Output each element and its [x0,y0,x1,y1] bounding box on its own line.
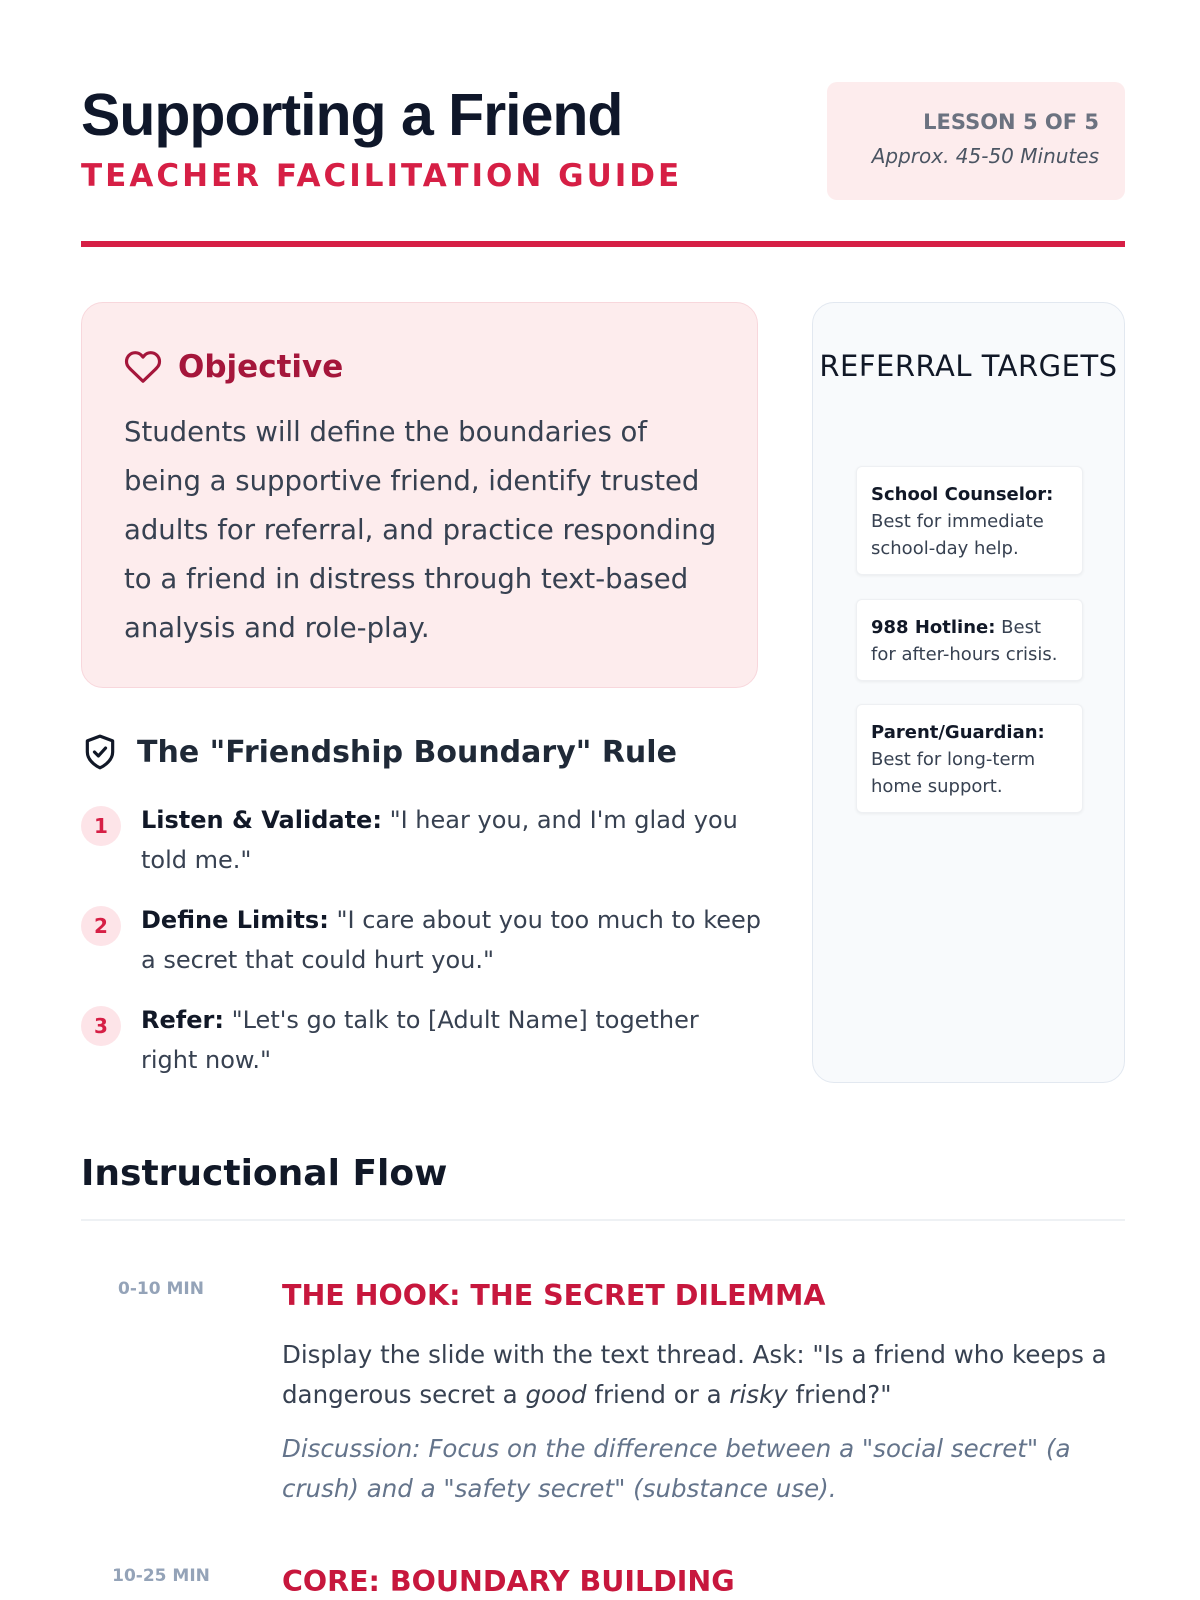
flow-item-heading: THE HOOK: THE SECRET DILEMMA [282,1279,826,1312]
boundary-rule-title: The "Friendship Boundary" Rule [137,734,677,770]
flow-title: Instructional Flow [81,1153,448,1194]
referral-card-counselor [856,466,1083,575]
step-number: 3 [81,1006,121,1046]
objective-text: Students will define the boundaries of being a supportive friend, identify trusted adults for referral, and practice responding to a friend in distress through text-based analysis and role-play. [124,416,717,644]
flow-text-part: friend?" [787,1380,892,1409]
flow-text-emphasis: risky [729,1380,788,1409]
page-title: Supporting a Friend [81,82,623,148]
step-quote: "I hear you, and I'm glad you told me." [141,806,738,874]
flow-item-text [282,1335,1127,1415]
step-text [141,800,761,880]
lesson-number: LESSON 5 OF 5 [923,110,1099,134]
referral-text: Best for long-term home support. [871,749,1036,797]
lesson-duration: Approx. 45-50 Minutes [871,144,1099,168]
step-item [81,898,761,998]
referral-panel [812,302,1125,1083]
objective-header [124,347,343,387]
objective-card [81,302,758,688]
step-text [141,1000,761,1080]
flow-item-time: 10-25 MIN [112,1566,210,1586]
step-number: 1 [81,806,121,846]
objective-title: Objective [178,349,344,385]
step-label: Listen & Validate: [141,806,382,834]
step-quote: "I care about you too much to keep a secret that could hurt you." [141,906,762,974]
flow-text-part: Display the slide with the text thread. Ask: "Is a friend who keeps a dangerous secret a [282,1340,1107,1409]
boundary-steps [81,798,761,1098]
referral-title [813,343,1124,390]
step-quote: "Let's go talk to [Adult Name] together right now." [141,1006,699,1074]
boundary-rule-header [81,730,677,774]
step-number: 2 [81,906,121,946]
step-label: Refer: [141,1006,224,1034]
lesson-info-box [827,82,1125,200]
referral-text: Best for after-hours crisis. [871,617,1058,665]
referral-card-parent [856,704,1083,813]
referral-label: School Counselor: [871,484,1054,505]
referral-label: 988 Hotline: [871,617,996,638]
step-item [81,998,761,1098]
referral-card-hotline [856,599,1083,681]
flow-item-heading: CORE: BOUNDARY BUILDING [282,1565,735,1598]
shield-check-icon [81,732,119,772]
step-label: Define Limits: [141,906,329,934]
referral-text: Best for immediate school-day help. [871,511,1044,559]
referral-label: Parent/Guardian: [871,722,1045,743]
flow-text-emphasis: good [525,1380,587,1409]
heart-icon [124,348,162,386]
referral-title-text: REFERRAL TARGETS [819,349,1118,383]
page-header [81,80,1125,250]
step-item [81,798,761,898]
header-divider [81,241,1125,247]
flow-item-time: 0-10 MIN [118,1279,204,1299]
flow-text-part: friend or a [586,1380,730,1409]
page-subtitle: TEACHER FACILITATION GUIDE [81,158,683,194]
flow-item-note: Discussion: Focus on the difference between a "social secret" (a crush) and a "safety secret" (substance use). [282,1434,1071,1503]
step-text [141,900,761,980]
flow-divider [81,1219,1125,1221]
